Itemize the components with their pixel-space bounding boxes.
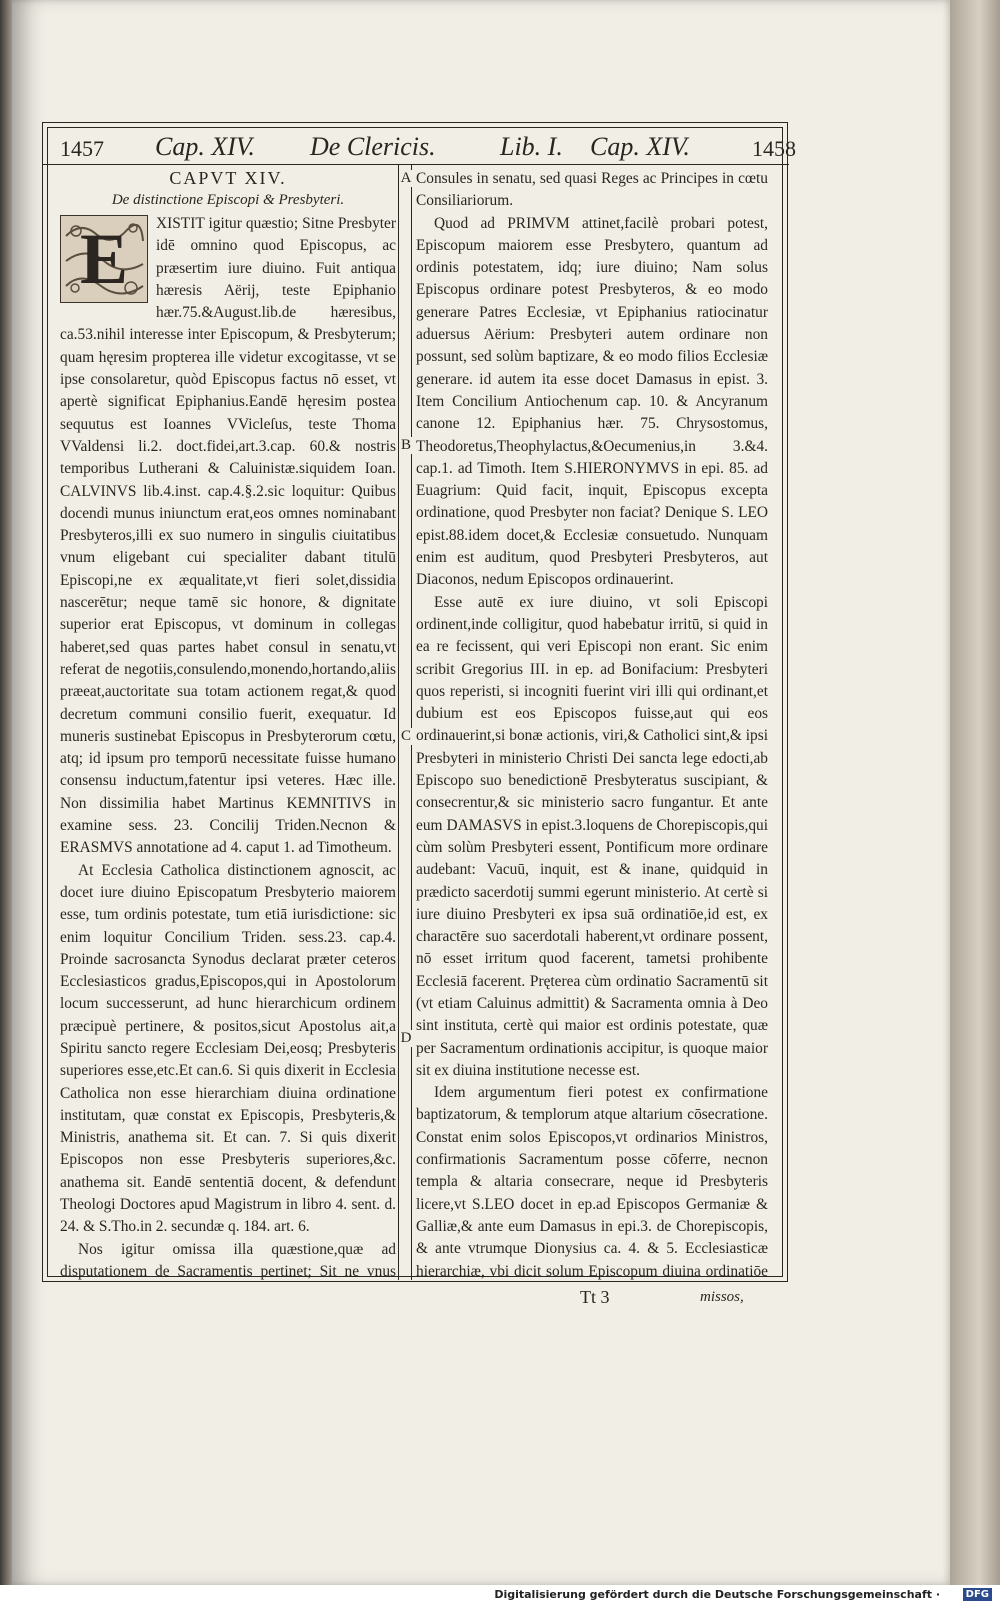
dropcap-letter: E	[79, 219, 129, 299]
dfg-logo: DFG	[963, 1588, 992, 1601]
paragraph: Nos igitur omissa illa quæstione,quæ ad disputationem de Sacramentis pertinet; Sit ne vnus	[60, 1240, 396, 1280]
running-title: De Clericis.	[310, 132, 436, 161]
right-column	[416, 168, 768, 1280]
paragraph	[60, 213, 396, 860]
margin-marker-c: C	[400, 728, 411, 744]
chapter-heading: CAPVT XIV.	[169, 168, 287, 188]
margin-marker-a: A	[400, 170, 412, 186]
chapter-right: Cap. XIV.	[590, 132, 690, 161]
running-header	[60, 132, 796, 166]
margin-marker-b: B	[400, 437, 411, 453]
paragraph: Idem argumentum fieri potest ex confirmatione baptizatorum, & templorum atque altarium cōsecratione. Constat enim solos Episcopos,vt ordinarios Ministros, confirmationis Sacramentum posse cōferre, necnon templa & altaria consecrare, neque id Presbyteris licere,vt S.LEO docet in ep.ad Episcopos Germaniæ & Galliæ,& ante eum Damasus in epi.3. de Chorepiscopis, & ante vtrumque Dionysius ca. 4. & 5. Ecclesiasticæ hierarchiæ, vbi dicit solum Episcopum diuina ordinatiōe	[416, 1084, 768, 1280]
chapter-left: Cap. XIV.	[155, 132, 255, 161]
page-number-right: 1458	[752, 136, 796, 161]
paragraph-text: XISTIT igitur quæstio; Sitne Presbyter idē omnino quod Episcopus, ac præsertim iure diuino. Fuit antiqua hæresis Aërij, teste Epiphanio hær.75.&August.lib.de hæresibus, ca.53.nihil interesse inter Episcopum, & Presbyterum; quam hęresim propterea ille videtur excogitasse, vt se ipse consolaretur, quòd Episcopus factus nō esset, vt apertè significat Epiphanius.Eandē hęresim postea sequutus est Ioannes VVicleſus, teste Thoma VValdensi li.2. doct.fidei,art.3.cap. 60.& nostris temporibus Lutherani & Caluinistæ.siquidem Ioan. CALVINVS lib.4.inst. cap.4.§.2.sic loquitur: Quibus docendi munus iniunctum erat,eos omnes nominabant Presbyteros,illi ex suo numero in singulis ciuitatibus vnum eligebant cui specialiter dabant titulū Episcopi,ne ex æqualitate,vt fieri solet,dissidia nascerētur; neque tamē sic honore, & dignitate superior erat Episcopus, vt dominum in collegas haberet,sed quas partes habet consul in senatu,vt referat de negotiis,consulendo,monendo,hortando,aliis præeat,auctoritate sua totam actionem regat,& quod decretum communi consilio fuerit, exequatur. Id muneris sustinebat Episcopus in Presbyterorum cœtu, atq; id ipsum pro temporū necessitate fuisse humano consensu inductum,fatentur ipsi veteres. Hæc ille. Non dissimilia habet Martinus KEMNITIVS in examine sess. 23. Concilij Triden.Necnon & ERASMVS annotatione ad 4. caput 1. ad Timotheum.	[60, 215, 396, 857]
left-column	[60, 168, 396, 1280]
signature-mark: Tt 3	[580, 1287, 610, 1307]
paragraph: Esse autē ex iure diuino, vt soli Episcopi ordinent,inde colligitur, quod habebatur irritū, si quid in ea re fecissent, qui veri Episcopi non erant. Sic enim scribit Gregorius III. in ep. ad Bonifacium: Presbyteri quos reperisti, si incogniti fuerint viri illi qui ordinant,et dubium est eos Episcopos fuisse,aut qui eos ordinauerint,si bonæ actionis, viri,& Catholici sint,& ipsi Presbyteri in ministerio Christi Dei sancta lege edocti,ab Episcopo suo benedictionē Presbyteratus suscipiant, & consecrentur,& sic ministerio sacro fungantur. Et ante eum DAMASVS in epist.3.loquens de Chorepiscopis,qui cùm solùm Presbyteri essent, Pontificum more ordinare audebant: Vacuū, inquit, est & inane, quidquid in prædicto sacerdotij summi egerunt ministerio. At certè si iure diuino Presbyteri ex ipsa suā ordinatiōe,id est, ex charactēre suo sacerdotali haberent,vt ordinare possent, nō esset irritum quod facerent, tametsi prohibente Ecclesiā facerent. Pręterea cùm ordinatio Sacramentū sit (vt etiam Caluinus admittit) & Sacramenta omnia à Deo sint instituta, certè qui maior est ordinis potestate, quæ per Sacramentum ordinationis accipitur, is quoque maior sit ex diuina institutione necesse est.	[416, 593, 768, 1079]
decorated-initial	[60, 215, 148, 303]
column-divider	[398, 165, 412, 1280]
page-number-left: 1457	[60, 136, 104, 161]
margin-marker-d: D	[400, 1030, 412, 1046]
paragraph: At Ecclesia Catholica distinctionem agnoscit, ac docet iure diuino Episcopatum Presbyterio maiorem esse, tum ordinis potestate, tum etiā iurisdictione: sic enim loquitur Concilium Triden. sess.23. cap.4. Proinde sacrosancta Synodus declarat præter ceteros Ecclesiasticos gradus,Episcopos,qui in Apostolorum locum successerunt, ad hunc hierarchicum ordinem præcipuè pertinere, & positos,sicut Apostolus ait,a Spiritu sancto regere Ecclesiam Dei,eosq; Presbyteris superiores esse,etc.Et can.6. Si quis dixerit in Ecclesia Catholica non esse hierarchiam diuina ordinatione institutam, quæ constat ex Episcopis, Presbyteris,& Ministris, anathema sit. Et can. 7. Si quis dixerit Episcopos non esse Presbyteris superiores,&c. anathema sit. Eandē sententiā docent, & defendunt Theologi Doctores apud Magistrum in libro 4. sent. d. 24. & S.Tho.in 2. secundæ q. 184. art. 6.	[60, 861, 396, 1236]
chapter-subtitle: De distinctione Episcopi & Presbyteri.	[111, 192, 345, 208]
credit-text: Digitalisierung gefördert durch die Deutsche Forschungsgemeinschaft ·	[494, 1588, 940, 1601]
catchword: missos,	[700, 1289, 744, 1305]
paragraph: Quod ad PRIMVM attinet,facilè probari potest, Episcopum maiorem esse Presbytero, quantum ad ordinis potestatem, idq; iure diuino; Nam solus Episcopus ordinare potest Presbyteros, & eo modo generare Patres Ecclesiæ, vt Epiphanius ratiocinatur aduersus Aërium: Presbyteri autem ordinare non possunt, sed solùm baptizare, & eo modo filios Ecclesiæ generare. id autem ita esse docet Damasus in epist. 3. Item Concilium Antiochenum cap. 10. & Ancyranum canone 12. Epiphanius hær. 75. Chrysostomus, Theodoretus,Theophylactus,&Oecumenius,in 3.&4. cap.1. ad Timoth. Item S.HIERONYMVS in epi. 85. ad Euagrium: Quid facit, inquit, Episcopus excepta ordinatione, quod Presbyter non faciat? Denique S. LEO epist.88.idem docet,& Ecclesiæ consuetudo. Nunquam enim est auditum, quod Presbyteri Presbyteros, aut Diaconos, nedum Episcopos ordinauerint.	[416, 214, 768, 589]
paragraph: Consules in senatu, sed quasi Reges ac Principes in cœtu Consiliariorum.	[416, 170, 768, 210]
book-number: Lib. I.	[500, 132, 563, 161]
